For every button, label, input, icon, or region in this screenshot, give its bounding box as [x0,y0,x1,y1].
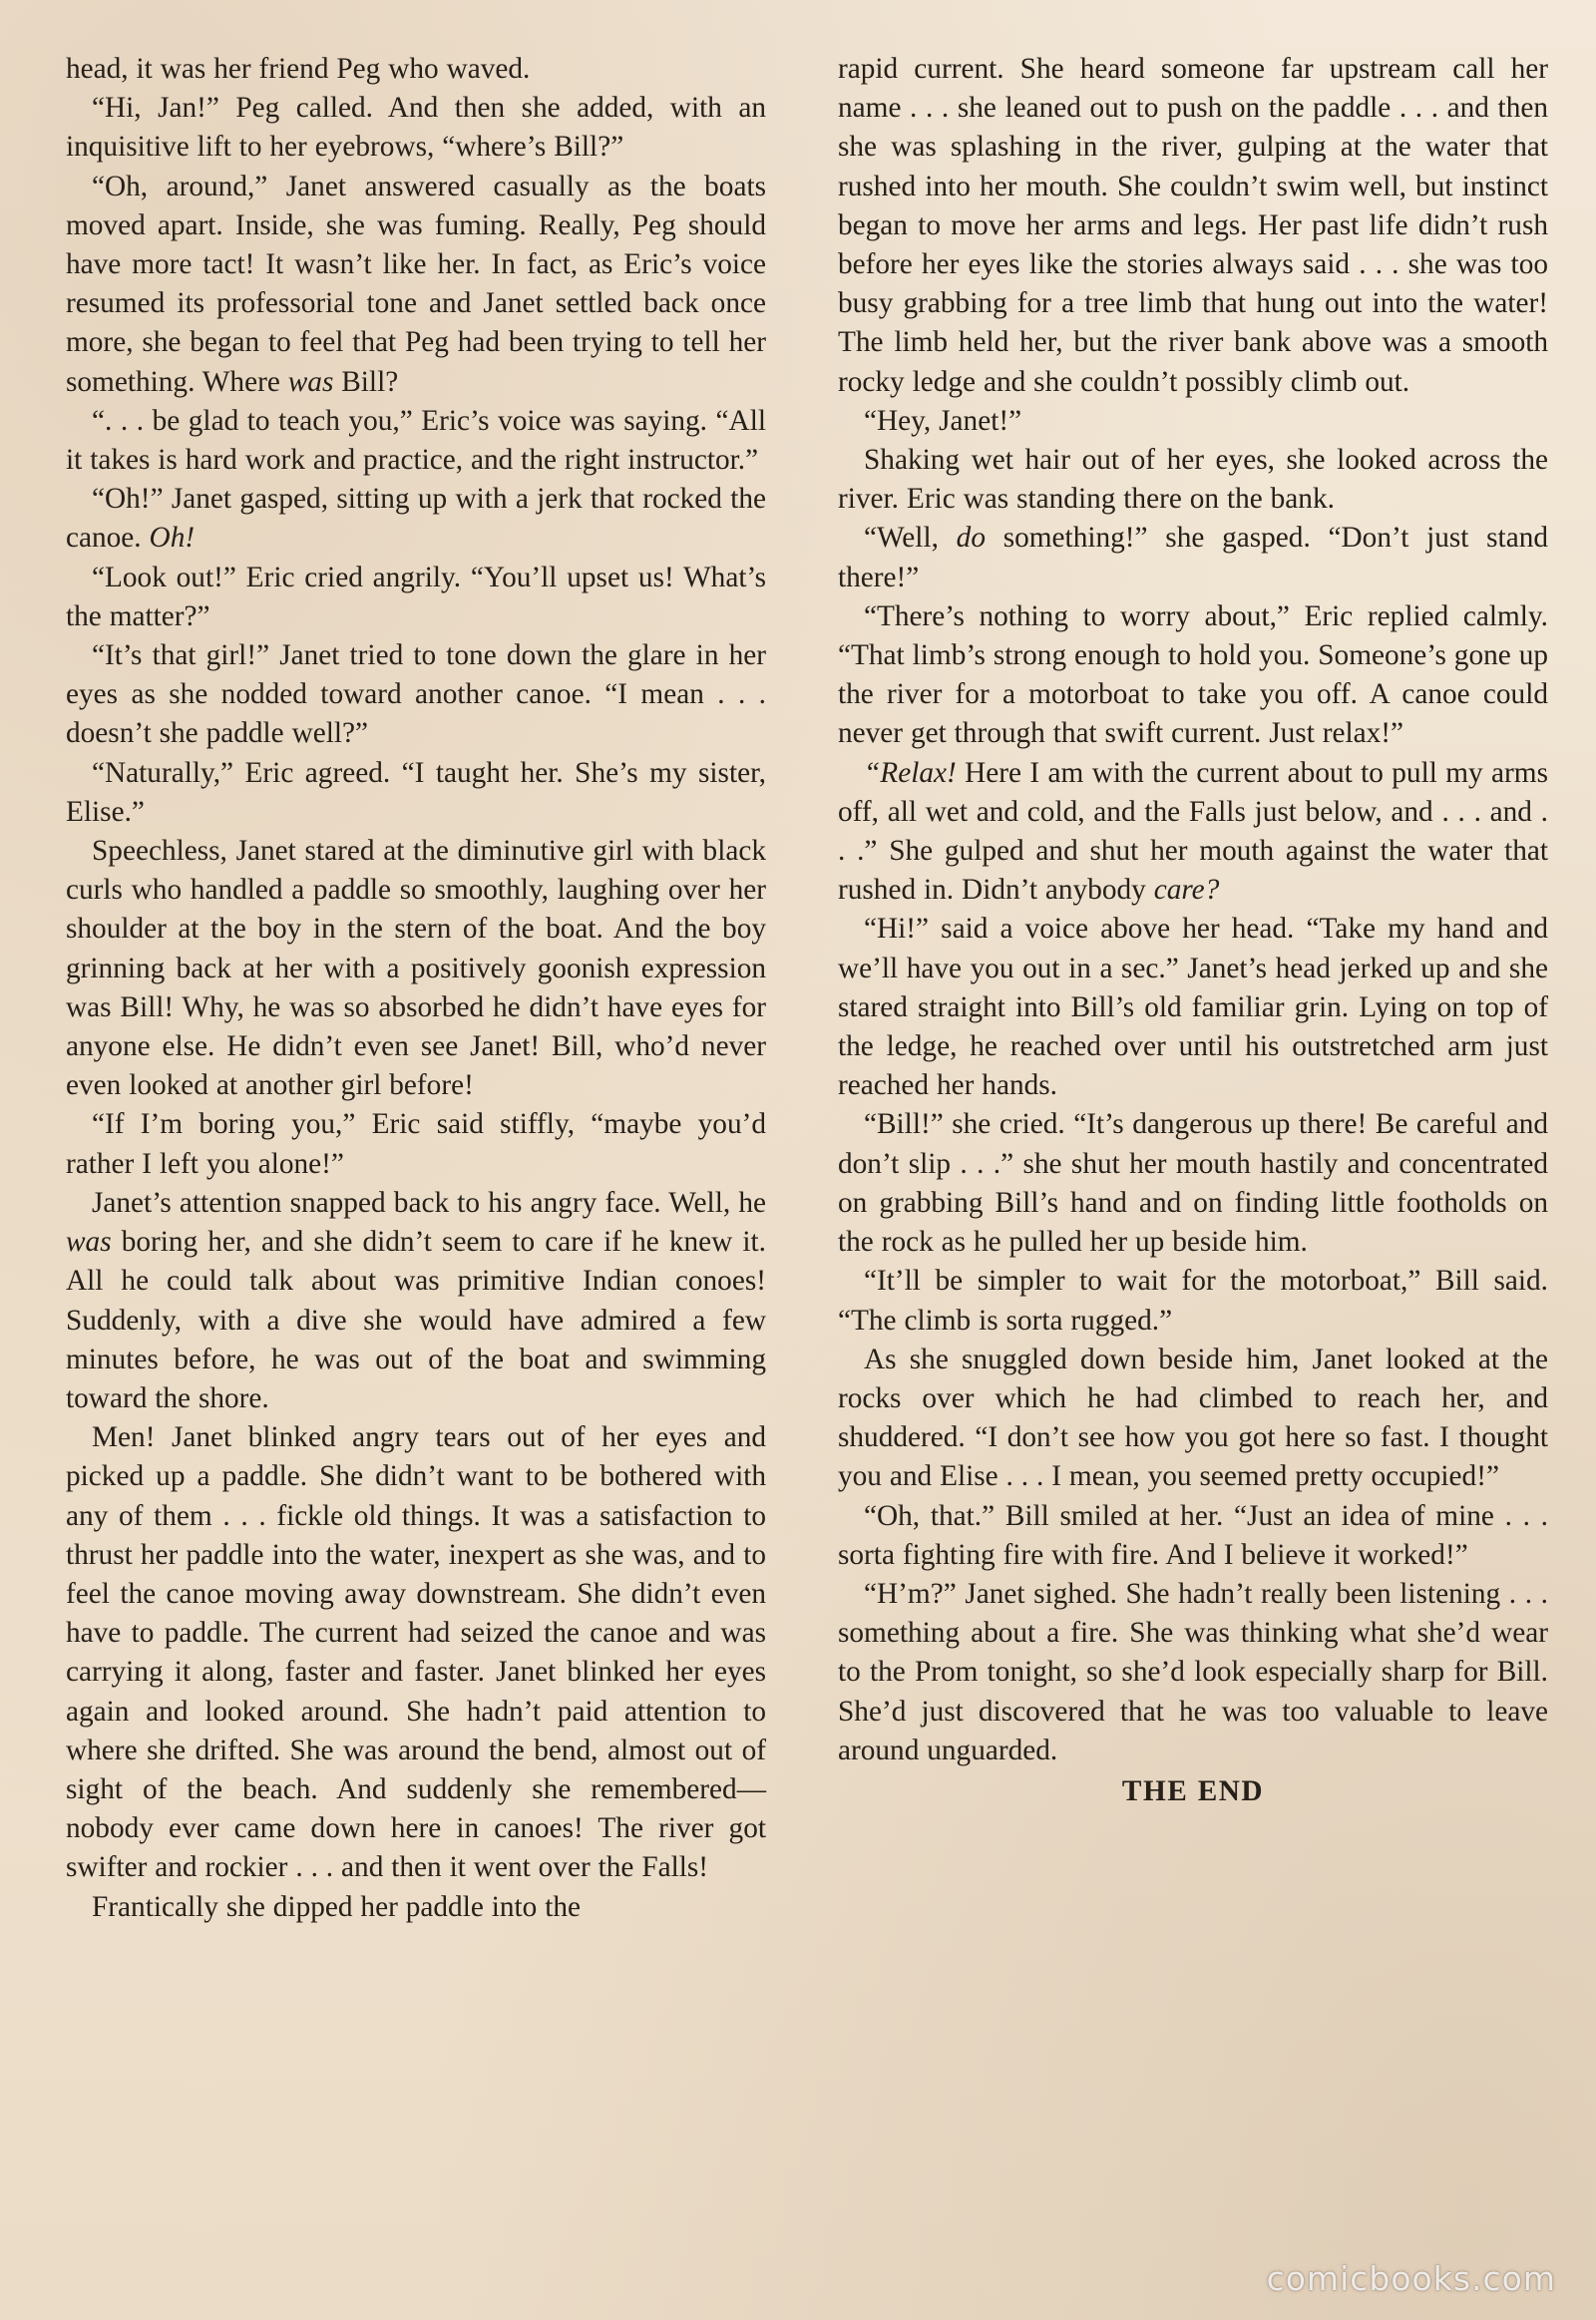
paragraph [66,1184,766,1418]
paragraph: “Hey, Janet!” [864,404,1022,437]
paragraph: Frantically she dipped her paddle into the [92,1890,582,1923]
paragraph: “It’ll be simpler to wait for the motorboat,” Bill said. “The climb is sorta rugged.” [838,1265,1548,1337]
paragraph: “Hi!” said a voice above her head. “Take my hand and we’ll have you out in a sec.” Janet’s head jerked up and she stared straight into Bill’s old familiar grin. Lying on top of the ledge, he reached over until his outstretched arm just reached her hands. [838,913,1548,1102]
text-run: Here I am with the current about to pull my arms off, all wet and cold, and the Falls just below, and . . . and . . .” She gulped and shut her mouth against the water that rushed in. Didn’t anybody [838,756,1548,907]
paragraph: “Hi, Jan!” Peg called. And then she added, with an inquisitive lift to her eyebrows, “where’s Bill?” [66,92,766,164]
text-run: “Well, [864,522,957,555]
paragraph: Speechless, Janet stared at the diminutive girl with black curls who handled a paddle so smoothly, laughing over her shoulder at the boy in the stern of the boat. And the boy grinning back at her with a positively goonish expression was Bill! Why, he was so absorbed he didn’t have eyes for anyone else. He didn’t even see Janet! Bill, who’d never even looked at another girl before! [66,835,766,1102]
paragraph [66,480,766,558]
text-run: boring her, and she didn’t seem to care if he knew it. All he could talk about was primitive Indian conoes! Suddenly, with a dive she would have admired a few minutes before, he was out of the boat and swimming toward the shore. [66,1226,766,1414]
right-text-column [838,50,1548,2230]
paragraph: “Naturally,” Eric agreed. “I taught her. She’s my sister, Elise.” [66,756,766,828]
text-run: Bill? [333,365,399,398]
paragraph [838,754,1548,911]
paragraph [838,519,1548,596]
left-text-column [66,50,766,2230]
paragraph: Shaking wet hair out of her eyes, she looked across the river. Eric was standing there on the bank. [838,444,1548,516]
paragraph: Men! Janet blinked angry tears out of her eyes and picked up a paddle. She didn’t want to be bothered with any of them . . . fickle old things. It was a satisfaction to thrust her paddle into the water, inexpert as she was, and to feel the canoe moving away downstream. She didn’t even have to paddle. The current had seized the canoe and was carrying it along, faster and faster. Janet blinked her eyes again and looked around. She hadn’t paid attention to where she drifted. She was around the bend, almost out of sight of the beach. And suddenly she remembered—nobody ever came down here in canoes! The river got swifter and rockier . . . and then it went over the Falls! [66,1421,766,1884]
paragraph: “Look out!” Eric cried angrily. “You’ll upset us! What’s the matter?” [66,561,766,632]
text-run: “Oh!” Janet gasped, sitting up with a jerk that rocked the canoe. [66,483,766,555]
text-run: Janet’s attention snapped back to his angry face. Well, he [92,1186,766,1219]
paragraph: “. . . be glad to teach you,” Eric’s voice was saying. “All it takes is hard work and practice, and the right instructor.” [66,404,766,477]
text-run: “Oh, around,” Janet answered casually as the boats moved apart. Inside, she was fuming. Really, Peg should have more tact! It wasn’t like her. In fact, as Eric’s voice resumed its professorial tone and Janet settled back once more, she began to feel that Peg had been trying to tell her something. Where [66,170,766,398]
paragraph: “Bill!” she cried. “It’s dangerous up there! Be careful and don’t slip . . .” she shut her mouth hastily and concentrated on grabbing Bill’s hand and on finding little footholds on the rock as he pulled her up beside him. [838,1108,1548,1259]
paragraph: rapid current. She heard someone far upstream call her name . . . she leaned out to push on the paddle . . . and then she was splashing in the river, gulping at the water that rushed into her mouth. She couldn’t swim well, but instinct began to move her arms and legs. Her past life didn’t rush before her eyes like the stories always said . . . she was too busy grabbing for a tree limb that hung out into the water! The limb held her, but the river bank above was a smooth rocky ledge and she couldn’t possibly climb out. [838,53,1548,398]
text-run: something!” she gasped. “Don’t just stand there!” [838,522,1549,593]
italic-text: Oh! [149,522,196,555]
the-end-label: THE END [1121,1774,1265,1807]
italic-text: “Relax! [864,756,957,789]
paragraph: As she snuggled down beside him, Janet looked at the rocks over which he had climbed to reach her, and shuddered. “I don’t see how you got here so fast. I thought you and Elise . . . I mean, you seemed pretty occupied!” [838,1343,1548,1493]
watermark: comicbooks.com [1266,2259,1556,2298]
paragraph: “If I’m boring you,” Eric said stiffly, “maybe you’d rather I left you alone!” [66,1108,766,1180]
paragraph: head, it was her friend Peg who waved. [66,53,531,85]
paragraph [66,168,766,402]
italic-text: care? [1153,874,1220,907]
paragraph: “Oh, that.” Bill smiled at her. “Just an idea of mine . . . sorta fighting fire with fire. And I believe it worked!” [838,1499,1548,1571]
italic-text: do [956,522,986,555]
paragraph: “H’m?” Janet sighed. She hadn’t really been listening . . . something about a fire. She was thinking what she’d wear to the Prom tonight, so she’d look especially sharp for Bill. She’d just discovered that he was too valuable to leave around unguarded. [838,1577,1548,1766]
paragraph: “There’s nothing to worry about,” Eric replied calmly. “That limb’s strong enough to hold you. Someone’s gone up the river for a motorboat to take you off. A canoe could never get through that swift current. Just relax!” [838,599,1548,750]
italic-text: was [66,1226,112,1259]
italic-text: was [287,365,334,398]
paragraph: “It’s that girl!” Janet tried to tone down the glare in her eyes as she nodded toward another canoe. “I mean . . . doesn’t she paddle well?” [66,639,766,750]
